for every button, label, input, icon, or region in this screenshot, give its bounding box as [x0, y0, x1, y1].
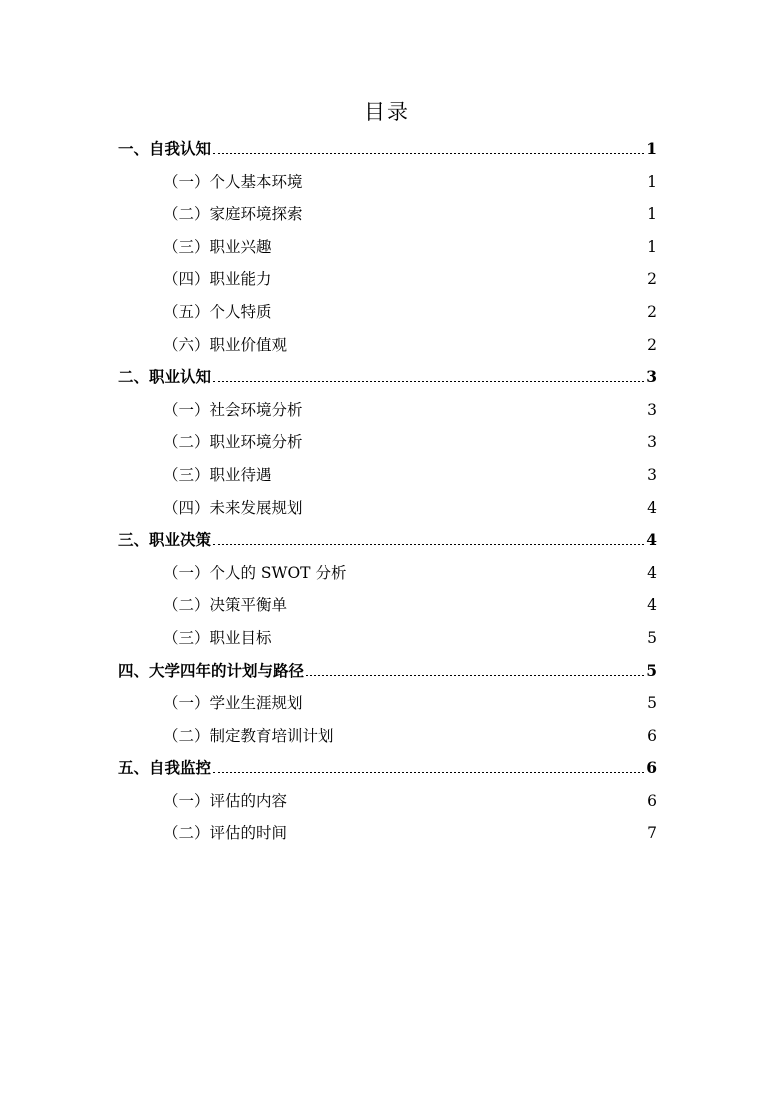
toc-chapter-entry[interactable]	[118, 133, 657, 166]
toc-page-number: 5	[647, 628, 657, 647]
toc-entry-label: （二）评估的时间	[163, 824, 288, 843]
toc-entry-label: 四、大学四年的计划与路径	[118, 660, 305, 680]
toc-page-number: 6	[646, 758, 657, 778]
toc-section-entry[interactable]	[118, 459, 657, 492]
toc-entry-label: （三）职业目标	[163, 628, 272, 647]
toc-entry-label: （一）学业生涯规划	[163, 694, 303, 713]
toc-entry-label: 一、自我认知	[118, 139, 212, 158]
toc-entry-label: （四）未来发展规划	[163, 498, 303, 517]
toc-entry-label: （三）职业兴趣	[163, 237, 272, 256]
toc-section-entry[interactable]	[118, 492, 657, 525]
toc-dot-leader	[213, 381, 644, 382]
toc-page-number: 7	[647, 824, 657, 843]
toc-dot-leader	[213, 544, 644, 545]
toc-section-entry[interactable]	[118, 687, 657, 720]
toc-dot-leader	[305, 512, 646, 513]
toc-dot-leader	[274, 283, 646, 284]
toc-section-entry[interactable]	[118, 557, 657, 590]
toc-entry-label: （一）个人基本环境	[163, 172, 303, 191]
toc-dot-leader	[289, 349, 645, 350]
toc-dot-leader	[305, 446, 646, 447]
toc-dot-leader	[336, 740, 646, 741]
toc-section-entry[interactable]	[118, 263, 657, 296]
toc-dot-leader	[274, 316, 646, 317]
toc-entry-label: （一）社会环境分析	[163, 400, 303, 419]
toc-dot-leader	[274, 642, 646, 643]
toc-dot-leader	[213, 153, 644, 154]
toc-entry-label: （五）个人特质	[163, 302, 272, 321]
toc-page-number: 3	[647, 400, 657, 419]
toc-dot-leader	[274, 479, 646, 480]
toc-page-number: 4	[647, 563, 657, 582]
toc-page-number: 1	[646, 139, 657, 158]
toc-section-entry[interactable]	[118, 622, 657, 655]
toc-entry-label: （一）个人的 SWOT 分析	[163, 563, 347, 582]
toc-entry-label: （一）评估的内容	[163, 791, 288, 810]
toc-page-number: 5	[647, 694, 657, 713]
toc-dot-leader	[213, 772, 644, 773]
toc-chapter-entry[interactable]	[118, 524, 657, 557]
toc-page-number: 2	[647, 302, 657, 321]
toc-section-entry[interactable]	[118, 394, 657, 427]
toc-section-entry[interactable]	[118, 198, 657, 231]
toc-section-entry[interactable]	[118, 426, 657, 459]
toc-page-number: 3	[647, 433, 657, 452]
toc-section-entry[interactable]	[118, 329, 657, 362]
toc-dot-leader	[305, 186, 646, 187]
table-of-contents	[118, 133, 657, 850]
toc-page-number: 6	[647, 791, 657, 810]
toc-page-number: 4	[646, 530, 657, 550]
toc-entry-label: （四）职业能力	[163, 270, 272, 289]
toc-page-number: 4	[647, 596, 657, 615]
toc-entry-label: （二）家庭环境探索	[163, 205, 303, 224]
toc-page-number: 1	[647, 205, 657, 224]
toc-entry-label: （六）职业价值观	[163, 335, 288, 354]
toc-section-entry[interactable]	[118, 589, 657, 622]
toc-dot-leader	[305, 707, 646, 708]
toc-dot-leader	[289, 837, 645, 838]
toc-section-entry[interactable]	[118, 296, 657, 329]
toc-entry-label: 五、自我监控	[118, 758, 212, 778]
toc-section-entry[interactable]	[118, 720, 657, 753]
toc-section-entry[interactable]	[118, 231, 657, 264]
toc-chapter-entry[interactable]	[118, 361, 657, 394]
toc-page-number: 6	[647, 726, 657, 745]
toc-dot-leader	[305, 218, 646, 219]
toc-page-number: 2	[647, 335, 657, 354]
toc-entry-label: （三）职业待遇	[163, 465, 272, 484]
toc-entry-label: 三、职业决策	[118, 530, 212, 550]
toc-dot-leader	[274, 251, 646, 252]
toc-section-entry[interactable]	[118, 817, 657, 850]
toc-page-number: 3	[647, 465, 657, 484]
toc-page-number: 4	[647, 498, 657, 517]
toc-page-number: 5	[646, 660, 657, 680]
toc-section-entry[interactable]	[118, 785, 657, 818]
toc-entry-label: （二）职业环境分析	[163, 433, 303, 452]
toc-page-number: 1	[647, 237, 657, 256]
toc-page-number: 3	[646, 367, 657, 387]
toc-entry-label: （二）决策平衡单	[163, 596, 288, 615]
toc-section-entry[interactable]	[118, 166, 657, 199]
toc-entry-label: 二、职业认知	[118, 367, 212, 387]
toc-dot-leader	[305, 414, 646, 415]
toc-dot-leader	[306, 675, 644, 676]
toc-page-number: 2	[647, 270, 657, 289]
toc-dot-leader	[289, 609, 645, 610]
toc-page-number: 1	[647, 172, 657, 191]
toc-chapter-entry[interactable]	[118, 752, 657, 785]
toc-entry-label: （二）制定教育培训计划	[163, 726, 334, 745]
toc-chapter-entry[interactable]	[118, 655, 657, 688]
toc-title: 目录	[364, 100, 410, 124]
toc-dot-leader	[348, 577, 645, 578]
toc-dot-leader	[289, 805, 645, 806]
